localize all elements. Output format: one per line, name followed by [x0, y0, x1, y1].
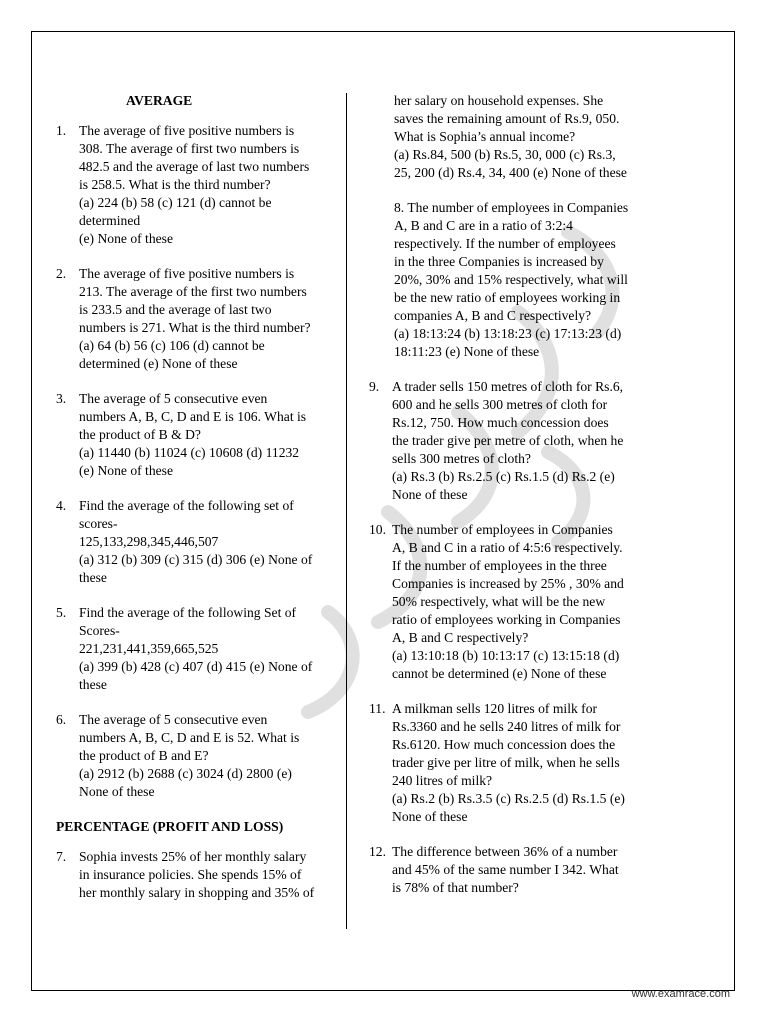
text-line: companies A, B and C respectively?: [394, 308, 592, 323]
text-line: her salary on household expenses. She: [394, 93, 604, 108]
text-line: A milkman sells 120 litres of milk for: [392, 701, 598, 716]
text-line: numbers is 271. What is the third number?: [79, 320, 311, 335]
left-column: [56, 92, 341, 902]
left-question-list: [56, 122, 341, 801]
text-line: The difference between 36% of a number: [392, 844, 618, 859]
question-number: 12.: [369, 844, 386, 859]
text-line: 308. The average of first two numbers is: [79, 141, 300, 156]
text-line: (a) 2912 (b) 2688 (c) 3024 (d) 2800 (e): [79, 766, 292, 781]
text-line: is 233.5 and the average of last two: [79, 302, 272, 317]
text-line: scores-: [79, 516, 118, 531]
text-line: Scores-: [79, 623, 120, 638]
text-line: 213. The average of the first two numbers: [79, 284, 307, 299]
question-item: [56, 265, 341, 373]
question-number: 7.: [56, 849, 67, 864]
text-line: None of these: [79, 784, 155, 799]
text-line: 50% respectively, what will be the new: [392, 594, 606, 609]
question-number: 9.: [369, 379, 380, 394]
footer-url: www.examrace.com: [631, 988, 730, 1000]
text-line: respectively. If the number of employees: [394, 236, 616, 251]
text-line: the trader give per metre of cloth, when he: [392, 433, 624, 448]
text-line: numbers A, B, C, D and E is 52. What is: [79, 730, 300, 745]
text-line: (a) 64 (b) 56 (c) 106 (d) cannot be: [79, 338, 265, 353]
text-line: If the number of employees in the three: [392, 558, 607, 573]
text-line: 20%, 30% and 15% respectively, what will: [394, 272, 628, 287]
question-text: [79, 711, 341, 801]
question-number: 1.: [56, 123, 67, 138]
text-line: Rs.6120. How much concession does the: [392, 737, 616, 752]
text-line: What is Sophia’s annual income?: [394, 129, 576, 144]
question-text: [79, 604, 341, 694]
question-text: [79, 265, 341, 373]
text-line: 25, 200 (d) Rs.4, 34, 400 (e) None of these: [394, 165, 627, 180]
text-line: The average of five positive numbers is: [79, 266, 295, 281]
question-item: [56, 604, 341, 694]
question-item: [369, 378, 654, 504]
question-text: [79, 122, 341, 248]
text-line: A, B and C are in a ratio of 3:2:4: [394, 218, 573, 233]
text-line: is 258.5. What is the third number?: [79, 177, 271, 192]
question-item: [369, 843, 654, 897]
text-line: these: [79, 570, 107, 585]
question-number: 5.: [56, 605, 67, 620]
text-line: numbers A, B, C, D and E is 106. What is: [79, 409, 307, 424]
text-line: 18:11:23 (e) None of these: [394, 344, 540, 359]
right-column: [369, 92, 654, 914]
text-line: (a) 312 (b) 309 (c) 315 (d) 306 (e) None of: [79, 552, 313, 567]
text-line: 221,231,441,359,665,525: [79, 641, 219, 656]
question-item: [56, 711, 341, 801]
question-text: [392, 521, 654, 683]
text-line: A trader sells 150 metres of cloth for Rs.6,: [392, 379, 624, 394]
question-number: 4.: [56, 498, 67, 513]
text-line: determined: [79, 213, 141, 228]
section-heading-percentage: PERCENTAGE (PROFIT AND LOSS): [56, 819, 284, 834]
question-text: [79, 848, 341, 902]
text-line: ratio of employees working in Companies: [392, 612, 621, 627]
text-line: The average of five positive numbers is: [79, 123, 295, 138]
question-text: [392, 378, 654, 504]
text-line: None of these: [392, 809, 468, 824]
question-text: [392, 843, 654, 897]
question-7: [56, 848, 341, 902]
text-line: Companies is increased by 25% , 30% and: [392, 576, 624, 591]
question-number: 11.: [369, 701, 386, 716]
text-line: in insurance policies. She spends 15% of: [79, 867, 302, 882]
text-line: A, B and C respectively?: [392, 630, 529, 645]
text-line: these: [79, 677, 107, 692]
text-line: The number of employees in Companies: [392, 522, 613, 537]
question-item: [369, 700, 654, 826]
text-line: and 45% of the same number I 342. What: [392, 862, 619, 877]
question-number: 6.: [56, 712, 67, 727]
text-line: (a) 224 (b) 58 (c) 121 (d) cannot be: [79, 195, 272, 210]
text-line: 8. The number of employees in Companies: [394, 200, 629, 215]
text-line: (a) 18:13:24 (b) 13:18:23 (c) 17:13:23 (d): [394, 326, 622, 341]
text-line: (e) None of these: [79, 231, 173, 246]
text-line: 240 litres of milk?: [392, 773, 493, 788]
text-line: 482.5 and the average of last two numbers: [79, 159, 310, 174]
text-line: trader give per litre of milk, when he sells: [392, 755, 620, 770]
text-line: be the new ratio of employees working in: [394, 290, 621, 305]
text-line: determined (e) None of these: [79, 356, 238, 371]
text-line: A, B and C in a ratio of 4:5:6 respectively.: [392, 540, 623, 555]
text-line: (a) Rs.2 (b) Rs.3.5 (c) Rs.2.5 (d) Rs.1.5 (e): [392, 791, 625, 806]
question-item: [56, 122, 341, 248]
text-line: 600 and he sells 300 metres of cloth for: [392, 397, 608, 412]
right-question-list: [369, 378, 654, 897]
text-line: the product of B & D?: [79, 427, 201, 442]
question-number: 10.: [369, 522, 386, 537]
question-text: [79, 390, 341, 480]
text-line: (e) None of these: [79, 463, 173, 478]
text-line: (a) 399 (b) 428 (c) 407 (d) 415 (e) None of: [79, 659, 313, 674]
text-line: Find the average of the following Set of: [79, 605, 297, 620]
question-8: [369, 199, 654, 361]
text-line: her monthly salary in shopping and 35% of: [79, 885, 315, 900]
text-line: The average of 5 consecutive even: [79, 391, 268, 406]
question-text: [392, 700, 654, 826]
question-number: 3.: [56, 391, 67, 406]
text-line: is 78% of that number?: [392, 880, 519, 895]
question-number: 2.: [56, 266, 67, 281]
text-line: saves the remaining amount of Rs.9, 050.: [394, 111, 620, 126]
question-item: [56, 848, 341, 902]
question-item: [56, 390, 341, 480]
text-line: the product of B and E?: [79, 748, 209, 763]
text-line: cannot be determined (e) None of these: [392, 666, 607, 681]
text-line: 125,133,298,345,446,507: [79, 534, 219, 549]
text-line: sells 300 metres of cloth?: [392, 451, 531, 466]
section-heading-average: AVERAGE: [126, 93, 193, 108]
question-text: [79, 497, 341, 587]
text-line: None of these: [392, 487, 468, 502]
question-item: [369, 521, 654, 683]
text-line: Find the average of the following set of: [79, 498, 294, 513]
text-line: (a) Rs.3 (b) Rs.2.5 (c) Rs.1.5 (d) Rs.2 (e): [392, 469, 615, 484]
text-line: The average of 5 consecutive even: [79, 712, 268, 727]
text-line: (a) 11440 (b) 11024 (c) 10608 (d) 11232: [79, 445, 300, 460]
question-item: [56, 497, 341, 587]
text-line: in the three Companies is increased by: [394, 254, 604, 269]
text-line: Rs.12, 750. How much concession does: [392, 415, 609, 430]
text-line: Rs.3360 and he sells 240 litres of milk for: [392, 719, 621, 734]
text-line: (a) 13:10:18 (b) 10:13:17 (c) 13:15:18 (d): [392, 648, 620, 663]
text-line: (a) Rs.84, 500 (b) Rs.5, 30, 000 (c) Rs.3,: [394, 147, 616, 162]
text-line: Sophia invests 25% of her monthly salary: [79, 849, 307, 864]
column-divider: [346, 93, 347, 929]
question-7-continued: [369, 92, 654, 182]
